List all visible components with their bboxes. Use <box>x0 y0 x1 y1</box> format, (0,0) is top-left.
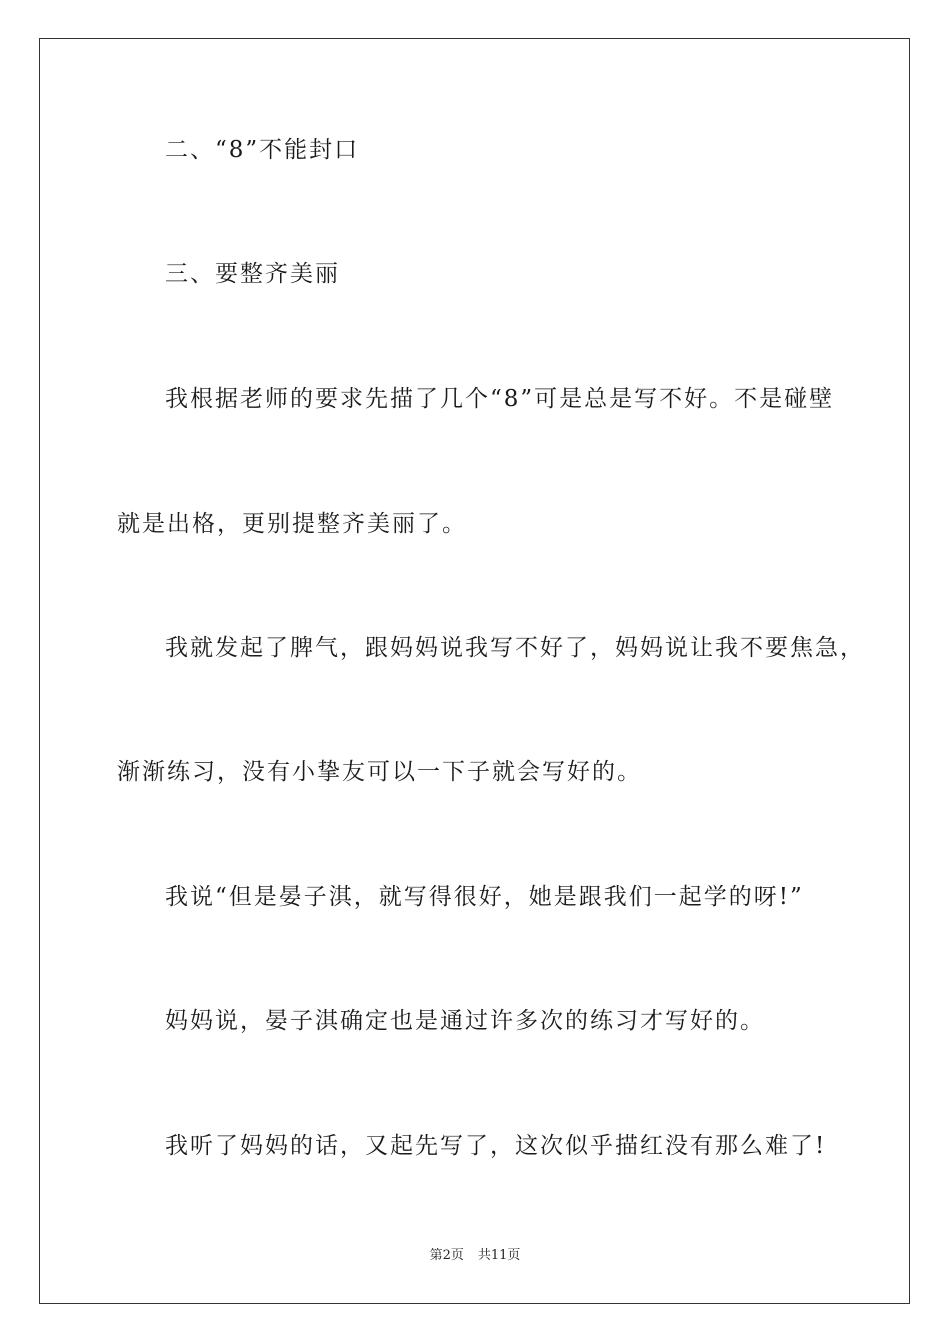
page-number: 第2页 <box>429 1248 464 1263</box>
paragraph-line: 妈妈说，晏子淇确定也是通过许多次的练习才写好的。 <box>165 1008 765 1034</box>
paragraph-line: 我听了妈妈的话，又起先写了，这次似乎描红没有那么难了! <box>165 1133 827 1159</box>
page-footer <box>0 1247 950 1265</box>
paragraph-line: 渐渐练习，没有小挚友可以一下子就会写好的。 <box>117 759 642 785</box>
heading-item-3: 三、要整齐美丽 <box>165 261 340 287</box>
paragraph-line: 我说“但是晏子淇，就写得很好，她是跟我们一起学的呀!” <box>165 884 804 910</box>
total-pages: 共11页 <box>477 1248 521 1263</box>
heading-item-2: 二、“8”不能封口 <box>165 137 360 163</box>
page-border <box>39 38 910 1304</box>
paragraph-line: 我就发起了脾气，跟妈妈说我写不好了，妈妈说让我不要焦急， <box>165 635 865 661</box>
paragraph-line: 我根据老师的要求先描了几个“8”可是总是写不好。不是碰壁 <box>165 386 835 412</box>
paragraph-line: 就是出格，更别提整齐美丽了。 <box>117 511 467 537</box>
